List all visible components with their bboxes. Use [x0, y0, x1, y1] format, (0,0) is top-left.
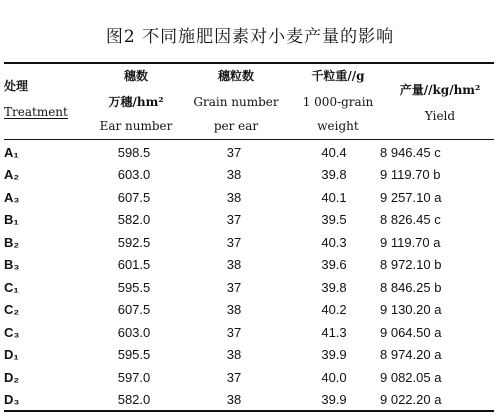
table-row	[4, 299, 494, 322]
ear-number-cell: 597.0	[117, 369, 151, 385]
grain-weight-cell: 39.8	[321, 279, 347, 295]
header-yield-cn: 产量//kg/hm²	[399, 83, 481, 97]
yield-table	[4, 141, 494, 411]
table-row	[4, 141, 494, 164]
header-yield-en: Yield	[424, 109, 456, 123]
grain-number-cell: 37	[226, 212, 242, 228]
ear-number-cell: 582.0	[117, 392, 151, 408]
yield-cell: 8 946.45 c	[380, 144, 441, 160]
header-grain-en2: per ear	[213, 119, 259, 133]
table-row	[4, 321, 494, 344]
ear-number-cell: 595.5	[117, 279, 151, 295]
grain-number-cell: 38	[226, 302, 242, 318]
yield-cell: 9 130.20 a	[380, 302, 442, 318]
table-row	[4, 389, 494, 412]
grain-weight-cell: 39.9	[321, 347, 347, 363]
ear-number-cell: 598.5	[117, 144, 151, 160]
header-ear-cn: 穗数	[123, 69, 148, 83]
header-ear-unit: 万穗/hm²	[108, 95, 164, 109]
header-weight-en1: 1 000-grain	[302, 95, 374, 109]
grain-weight-cell: 40.0	[321, 369, 347, 385]
yield-cell: 9 257.10 a	[380, 189, 442, 205]
treatment-cell: B₁	[4, 212, 19, 228]
yield-cell: 9 022.20 a	[380, 392, 442, 408]
ear-number-cell: 603.0	[117, 167, 151, 183]
table-row	[4, 164, 494, 187]
treatment-cell: A₃	[4, 189, 20, 205]
ear-number-cell: 607.5	[117, 189, 151, 205]
table-title: 图2 不同施肥因素对小麦产量的影响	[105, 27, 395, 47]
yield-cell: 8 826.45 c	[380, 212, 441, 228]
yield-cell: 8 972.10 b	[380, 257, 442, 273]
yield-cell: 9 064.50 a	[380, 324, 442, 340]
treatment-cell: C₁	[4, 279, 19, 295]
grain-number-cell: 38	[226, 189, 242, 205]
header-ear-en: Ear number	[99, 119, 173, 133]
ear-number-cell: 601.5	[117, 257, 151, 273]
yield-cell: 9 082.05 a	[380, 369, 442, 385]
grain-weight-cell: 41.3	[321, 324, 347, 340]
treatment-cell: C₃	[4, 324, 20, 340]
header-ear-number	[90, 66, 182, 136]
header-grain-cn: 穗粒数	[217, 69, 254, 83]
treatment-cell: B₂	[4, 234, 20, 250]
table-row	[4, 276, 494, 299]
ear-number-cell: 582.0	[117, 212, 151, 228]
header-weight	[290, 66, 386, 136]
table-row	[4, 254, 494, 277]
grain-weight-cell: 40.4	[321, 144, 347, 160]
table-row	[4, 344, 494, 367]
treatment-cell: A₁	[4, 144, 19, 160]
grain-number-cell: 37	[226, 279, 242, 295]
grain-number-cell: 37	[226, 369, 242, 385]
header-treatment	[4, 76, 68, 122]
yield-cell: 8 846.25 b	[380, 279, 442, 295]
header-weight-cn: 千粒重//g	[311, 69, 365, 83]
table-row	[4, 366, 494, 389]
table-row	[4, 231, 494, 254]
treatment-cell: A₂	[4, 167, 20, 183]
ear-number-cell: 592.5	[117, 234, 151, 250]
grain-weight-cell: 39.5	[321, 212, 347, 228]
table-row	[4, 186, 494, 209]
yield-cell: 9 119.70 a	[380, 234, 441, 250]
yield-table-body	[4, 141, 494, 411]
ear-number-cell: 603.0	[117, 324, 151, 340]
grain-weight-cell: 40.3	[321, 234, 347, 250]
grain-weight-cell: 39.8	[321, 167, 347, 183]
grain-number-cell: 38	[226, 257, 242, 273]
treatment-cell: D₁	[4, 347, 19, 363]
header-treatment-en: Treatment	[4, 105, 68, 119]
grain-number-cell: 38	[226, 392, 242, 408]
treatment-cell: B₃	[4, 257, 20, 273]
ear-number-cell: 607.5	[117, 302, 151, 318]
header-grain-number	[180, 66, 292, 136]
grain-weight-cell: 40.2	[321, 302, 347, 318]
table-row	[4, 209, 494, 232]
header-grain-en1: Grain number	[193, 95, 279, 109]
header-yield	[386, 80, 494, 126]
grain-number-cell: 38	[226, 347, 242, 363]
yield-cell: 8 974.20 a	[380, 347, 442, 363]
ear-number-cell: 595.5	[117, 347, 151, 363]
grain-number-cell: 37	[226, 144, 242, 160]
grain-number-cell: 37	[226, 234, 242, 250]
header-rule	[4, 139, 494, 140]
treatment-cell: D₃	[4, 392, 20, 408]
grain-number-cell: 38	[226, 167, 242, 183]
grain-number-cell: 37	[226, 324, 242, 340]
grain-weight-cell: 39.9	[321, 392, 347, 408]
treatment-cell: C₂	[4, 302, 20, 318]
header-treatment-cn: 处理	[4, 79, 29, 93]
grain-weight-cell: 40.1	[321, 189, 347, 205]
header-weight-en2: weight	[317, 119, 359, 133]
grain-weight-cell: 39.6	[321, 257, 347, 273]
yield-cell: 9 119.70 b	[380, 167, 441, 183]
treatment-cell: D₂	[4, 369, 20, 385]
top-rule	[4, 62, 494, 64]
